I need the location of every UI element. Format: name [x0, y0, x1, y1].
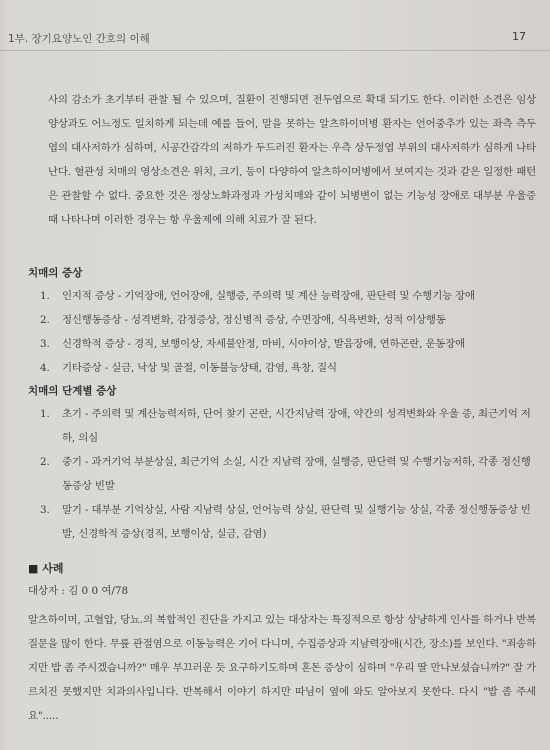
case-paragraph: 알츠하이머, 고혈압, 당뇨.의 복합적인 진단을 가지고 있는 대상자는 특징적으로 항상 상냥하게 인사를 하거나 반복질문을 많이 한다. 무릎 관절염으로 이동능력은 기어 다니며, 수집증상과 지남력장애(시간, 장소)를 보인다. "죄송하지만 밥 좀 주시겠습니까?" 매우 부끄러운 듯 요구하기도하며 혼돈 증상이 심하며 "우리 딸 만나보셨습니까?" 잘 가르치진 못했지만 치과의사입니다. 반복해서 이야기 하지만 따님이 옆에 와도 알아보지 못한다. 다시 "밥 좀 주세요"..... [28, 614, 536, 722]
list-item [28, 402, 536, 450]
list-number: 3. [40, 338, 50, 350]
list-number: 1. [40, 290, 50, 302]
page-header [0, 0, 550, 51]
symptoms-list [28, 284, 536, 380]
intro-paragraph: 사의 감소가 초기부터 관찰 될 수 있으며, 질환이 진행되면 전두엽으로 확대 되기도 한다. 이러한 소견은 임상양상과도 어느정도 일치하게 되는데 예를 들어, 말을 못하는 알츠하이머병 환자는 언어중추가 있는 좌측 측두엽의 대사저하가 심하며, 시공간감각의 저하가 두드러진 환자는 우측 상두정엽 부위의 대사저하가 심하게 나타난다. 혈관성 치매의 영상소견은 위치, 크기, 등이 다양하여 알츠하이머병에서 보여지는 것과 같은 일정한 패턴은 관찰할 수 없다. 중요한 것은 정상노화과정과 가성치매와 같이 뇌병변이 없는 기능성 장애로 대부분 우울증 때 나타나며 이러한 경우는 항 우울제에 의해 치료가 잘 된다. [48, 94, 536, 226]
list-number: 3. [40, 504, 50, 516]
list-item [28, 450, 536, 498]
list-item-text: 초기 - 주의력 및 계산능력저하, 단어 찾기 곤란, 시간지남력 장애, 약간의 성격변화와 우울 증, 최근기억 저하, 의심 [62, 408, 531, 444]
list-item-text: 기타증상 - 실금, 낙상 및 골절, 이동불능상태, 감염, 욕창, 질식 [62, 362, 337, 374]
list-item-text: 정신행동증상 - 성격변화, 감정증상, 정신병적 증상, 수면장애, 식욕변화, 성적 이상행동 [62, 314, 446, 326]
stages-heading: 치매의 단계별 증상 [28, 385, 117, 397]
list-number: 2. [40, 456, 50, 468]
stages-list [28, 402, 536, 546]
list-item [28, 498, 536, 546]
page-number: 17 [512, 30, 526, 43]
case-target: 대상자 : 김 0 0 여/78 [28, 585, 129, 597]
list-number: 2. [40, 314, 50, 326]
list-item [28, 284, 536, 308]
list-item [28, 308, 536, 332]
symptoms-heading: 치매의 증상 [28, 267, 83, 279]
page-body [28, 88, 536, 728]
chapter-title: 1부. 장기요양노인 간호의 이해 [8, 33, 150, 45]
list-item-text: 신경학적 증상 - 경직, 보행이상, 자세불안정, 마비, 시야이상, 발음장애, 연하곤란, 운동장애 [62, 338, 466, 350]
case-heading: ■ 사례 [28, 562, 64, 575]
list-item [28, 332, 536, 356]
list-item-text: 인지적 증상 - 기억장애, 언어장애, 실행증, 주의력 및 계산 능력장애, 판단력 및 수행기능 장애 [62, 290, 475, 302]
list-item-text: 말기 - 대부분 기억상실, 사람 지남력 상실, 언어능력 상실, 판단력 및 실행기능 상실, 각종 정신행동증상 빈발, 신경학적 증상(경직, 보행이상, 실금, 감염) [62, 504, 531, 540]
list-item [28, 356, 536, 380]
list-number: 1. [40, 408, 50, 420]
list-item-text: 중기 - 과거기억 부분상실, 최근기억 소실, 시간 지남력 장애, 실행증, 판단력 및 수행기능저하, 각종 정신행동증상 빈발 [62, 456, 531, 492]
spacer [28, 546, 536, 550]
list-number: 4. [40, 362, 50, 374]
spacer [28, 232, 536, 262]
